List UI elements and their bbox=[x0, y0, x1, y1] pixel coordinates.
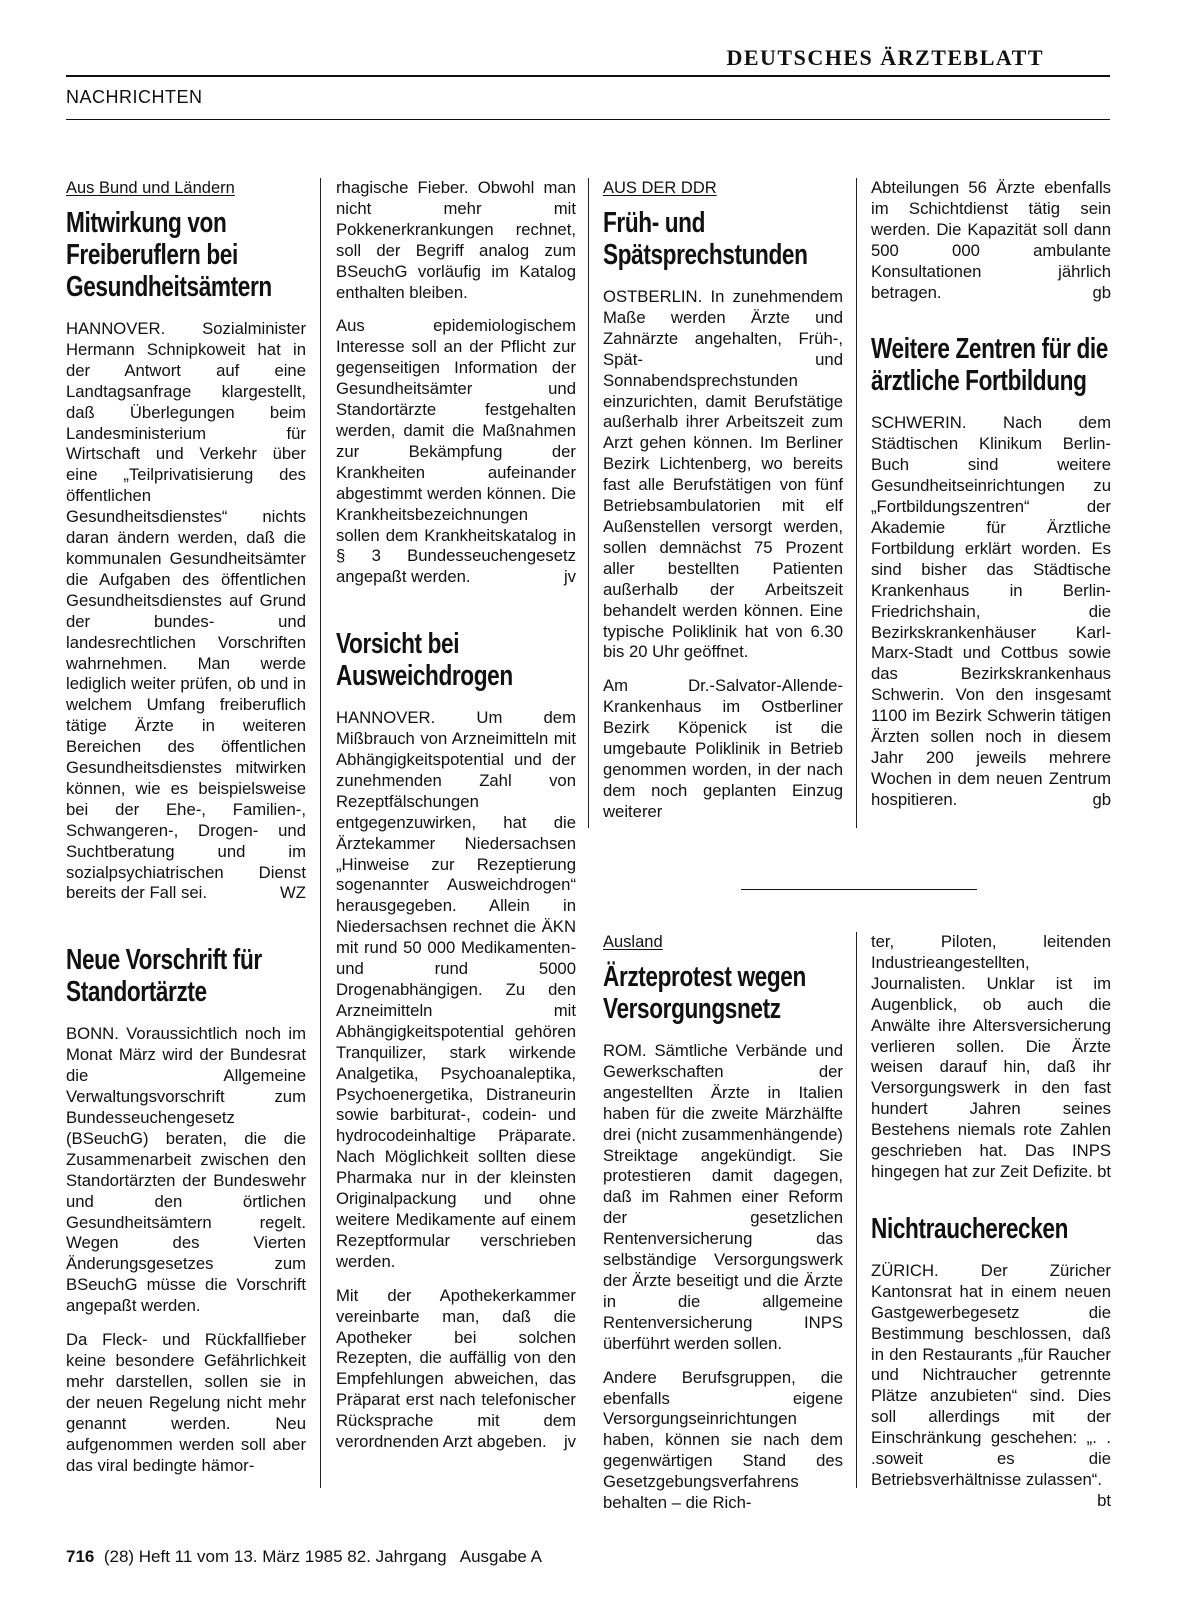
article-headline: Nichtraucherecken bbox=[871, 1212, 1069, 1245]
article-headline: Mitwirkung von Freiberuflern bei Gesundheitsämtern bbox=[66, 207, 272, 303]
article-column-4 bbox=[871, 178, 1111, 824]
article-paragraph: BONN. Voraussichtlich noch im Monat März wird der Bundesrat die Allgemeine Verwaltungsvorschrift zum Bundesseuchengesetz (BSeuchG) beraten, die die Zusammenarbeit zwischen den Standortärzten der Bundeswehr und den örtlichen Gesundheitsämtern regelt. Wegen des Vierten Änderungsgesetzes zum BSeuchG müsse die Vorschrift angepaßt werden. bbox=[66, 1024, 306, 1316]
column-rule bbox=[588, 178, 589, 828]
page-number: 716 bbox=[66, 1547, 95, 1566]
masthead-title: DEUTSCHES ÄRZTEBLATT bbox=[726, 45, 1044, 70]
article-column-1 bbox=[66, 178, 306, 1489]
author-signature: gb bbox=[1092, 282, 1111, 302]
article-column-4-bottom bbox=[871, 932, 1111, 1512]
article-paragraph: ZÜRICH. Der Züricher Kantonsrat hat in einem neuen Gastgewerbegesetz die Bestimmung beschlossen, daß in den Restaurants „für Raucher und Nichtraucher getrennte Plätze anzubieten“ sind. Dies soll allerdings mit der Einschränkung geschehen: „. . .soweit es die Betriebsverhältnisse zulassen“. bt bbox=[871, 1260, 1111, 1510]
article-column-3-bottom bbox=[603, 932, 843, 1527]
column-rule bbox=[320, 178, 321, 1488]
article-headline: Neue Vorschrift für Standortärzte bbox=[66, 944, 262, 1009]
department-label: Ausland bbox=[603, 933, 663, 951]
department-label: AUS DER DDR bbox=[603, 179, 717, 197]
article-paragraph: Da Fleck- und Rückfallfieber keine besondere Gefährlichkeit mehr darstellen, sollen sie in der neuen Regelung nicht mehr genannt werden. Neu aufgenommen werden soll aber das viral bedingte hämor- bbox=[66, 1330, 306, 1475]
article-paragraph: Andere Berufsgruppen, die ebenfalls eigene Versorgungseinrichtungen haben, können sie nach dem gegenwärtigen Stand des Gesetzgebungsverfahrens behalten – die Rich- bbox=[603, 1367, 843, 1513]
department-label: Aus Bund und Ländern bbox=[66, 179, 235, 197]
article-paragraph: HANNOVER. Um dem Mißbrauch von Arzneimitteln mit Abhängigkeitspotential und der zunehmenden Zahl von Rezeptfälschungen entgegenzuwirken, hat die Ärztekammer Niedersachsen „Hinweise zur Rezeptierung sogenannter Ausweichdrogen“ herausgegeben. Allein in Niedersachsen rechnet die ÄKN mit rund 50 000 Medikamenten- und rund 5000 Drogenabhängigen. Zu den Arzneimitteln mit Abhängigkeitspotential gehören Tranquilizer, stark wirkende Analgetika, Psychoanaleptika, Psychoenergetika, Distraneurin sowie barbiturat-, codein- und hydrocodeinhaltige Präparate. Nach Möglichkeit sollten diese Pharmaka nur in der kleinsten Originalpackung und ohne weitere Medikamente auf einem Rezeptformular verschrieben werden. bbox=[336, 708, 576, 1271]
article-paragraph: Aus epidemiologischem Interesse soll an der Pflicht zur gegenseitigen Information der Gesundheitsämter und Standortärzte festgehalten werden, damit die Maßnahmen zur Bekämpfung der Krankheiten aufeinander abgestimmt werden können. Die Krankheitsbezeichnungen sollen dem Krankheitskatalog in § 3 Bundesseuchengesetz angepaßt werden. jv bbox=[336, 316, 576, 587]
author-signature: WZ bbox=[280, 883, 306, 903]
article-paragraph: rhagische Fieber. Obwohl man nicht mehr mit Pokkenerkrankungen rechnet, soll der Begriff analog zum BSeuchG vorläufig im Katalog enthalten bleiben. bbox=[336, 178, 576, 302]
page-footer bbox=[66, 1546, 542, 1568]
article-column-2 bbox=[336, 178, 576, 1466]
author-signature: bt bbox=[1097, 1490, 1111, 1510]
article-headline: Weitere Zentren für die ärztliche Fortbildung bbox=[871, 333, 1108, 398]
article-headline: Früh- und Spätsprechstunden bbox=[603, 207, 808, 271]
article-column-3 bbox=[603, 178, 843, 836]
masthead-rule bbox=[66, 75, 1110, 77]
article-headline: Ärzteprotest wegen Versorgungsnetz bbox=[603, 961, 806, 1025]
author-signature: jv bbox=[563, 1432, 576, 1452]
article-headline: Vorsicht bei Ausweichdrogen bbox=[336, 628, 513, 693]
article-paragraph: Am Dr.-Salvator-Allende-Krankenhaus im Ostberliner Bezirk Köpenick ist die umgebaute Poliklinik in Betrieb genommen worden, in der nach dem noch geplanten Einzug weiterer bbox=[603, 676, 843, 821]
article-paragraph: Mit der Apothekerkammer vereinbarte man, daß die Apotheker bei solchen Rezepten, die auffällig von den Empfehlungen abweichen, das Präparat erst nach telefonischer Rücksprache mit dem verordnenden Arzt abgeben. jv bbox=[336, 1285, 576, 1452]
article-paragraph: ROM. Sämtliche Verbände und Gewerkschaften der angestellten Ärzte in Italien haben für die zweite Märzhälfte drei (nicht zusammenhängende) Streiktage angekündigt. Sie protestieren damit dagegen, daß im Rahmen einer Reform der gesetzlichen Rentenversicherung das selbständige Versorgungswerk der Ärzte beseitigt und die Ärzte in die allgemeine Rentenversicherung INPS überführt werden sollen. bbox=[603, 1041, 843, 1353]
article-paragraph: ter, Piloten, leitenden Industrieangestellten, Journalisten. Unklar ist im Augenblick, ob auch die Anwälte ihre Altersversicherung verlieren sollen. Die Ärzte weisen darauf hin, daß ihr Versorgungswerk in den fast hundert Jahren seines Bestehens niemals rote Zahlen geschrieben hat. Das INPS hingegen hat zur Zeit Defizite. bt bbox=[871, 932, 1111, 1181]
article-separator bbox=[741, 889, 977, 890]
section-label: NACHRICHTEN bbox=[66, 87, 203, 107]
issue-info: (28) Heft 11 vom 13. März 1985 82. Jahrgang Ausgabe A bbox=[103, 1547, 543, 1566]
author-signature: bt bbox=[1097, 1161, 1111, 1181]
article-paragraph: Abteilungen 56 Ärzte ebenfalls im Schichtdienst tätig sein werden. Die Kapazität soll dann 500 000 ambulante Konsultationen jährlich betragen. gb bbox=[871, 178, 1111, 302]
column-rule bbox=[856, 932, 857, 1488]
article-paragraph: SCHWERIN. Nach dem Städtischen Klinikum Berlin-Buch sind weitere Gesundheitseinrichtungen zu „Fortbildungszentren“ der Akademie für Ärztliche Fortbildung erklärt worden. Es sind bisher das Städtische Krankenhaus in Berlin-Friedrichshain, die Bezirkskrankenhäuser Karl-Marx-Stadt und Cottbus sowie das Bezirkskrankenhaus Schwerin. Von den insgesamt 1100 im Bezirk Schwerin tätigen Ärzten sollen noch in diesem Jahr 200 jeweils mehrere Wochen in dem neuen Zentrum hospitieren. gb bbox=[871, 413, 1111, 809]
article-paragraph: HANNOVER. Sozialminister Hermann Schnipkoweit hat in der Antwort auf eine Landtagsanfrage klargestellt, daß Überlegungen beim Landesministerium für Wirtschaft und Verkehr über eine „Teilprivatisierung des öffentlichen Gesundheitsdienstes“ nichts daran ändern werden, daß die kommunalen Gesundheitsämter die Aufgaben des öffentlichen Gesundheitsdienstes auf Grund der bundes- und landesrechtlichen Vorschriften wahrnehmen. Man werde lediglich weiter prüfen, ob und in welchem Umfang freiberuflich tätige Ärzte in weiteren Bereichen des öffentlichen Gesundheitsdienstes mitwirken können, wie es beispielsweise bei der Ehe-, Familien-, Schwangeren-, Drogen- und Suchtberatung und im sozialpsychiatrischen Dienst bereits der Fall sei. WZ bbox=[66, 319, 306, 903]
section-rule bbox=[66, 119, 1110, 120]
article-paragraph: OSTBERLIN. In zunehmendem Maße werden Ärzte und Zahnärzte angehalten, Früh-, Spät- und Sonnabendsprechstunden einzurichten, damit Berufstätige außerhalb ihrer Arbeitszeit zum Arzt gehen können. Im Berliner Bezirk Lichtenberg, wo bereits fast alle Berufstätigen von fünf Betriebsambulatorien mit elf Außenstellen versorgt werden, sollen demnächst 75 Prozent aller bestellten Patienten außerhalb der Arbeitszeit behandelt werden können. Eine typische Poliklinik hat von 6.30 bis 20 Uhr geöffnet. bbox=[603, 287, 843, 662]
column-rule bbox=[856, 178, 857, 828]
author-signature: jv bbox=[563, 567, 576, 587]
author-signature: gb bbox=[1092, 789, 1111, 809]
